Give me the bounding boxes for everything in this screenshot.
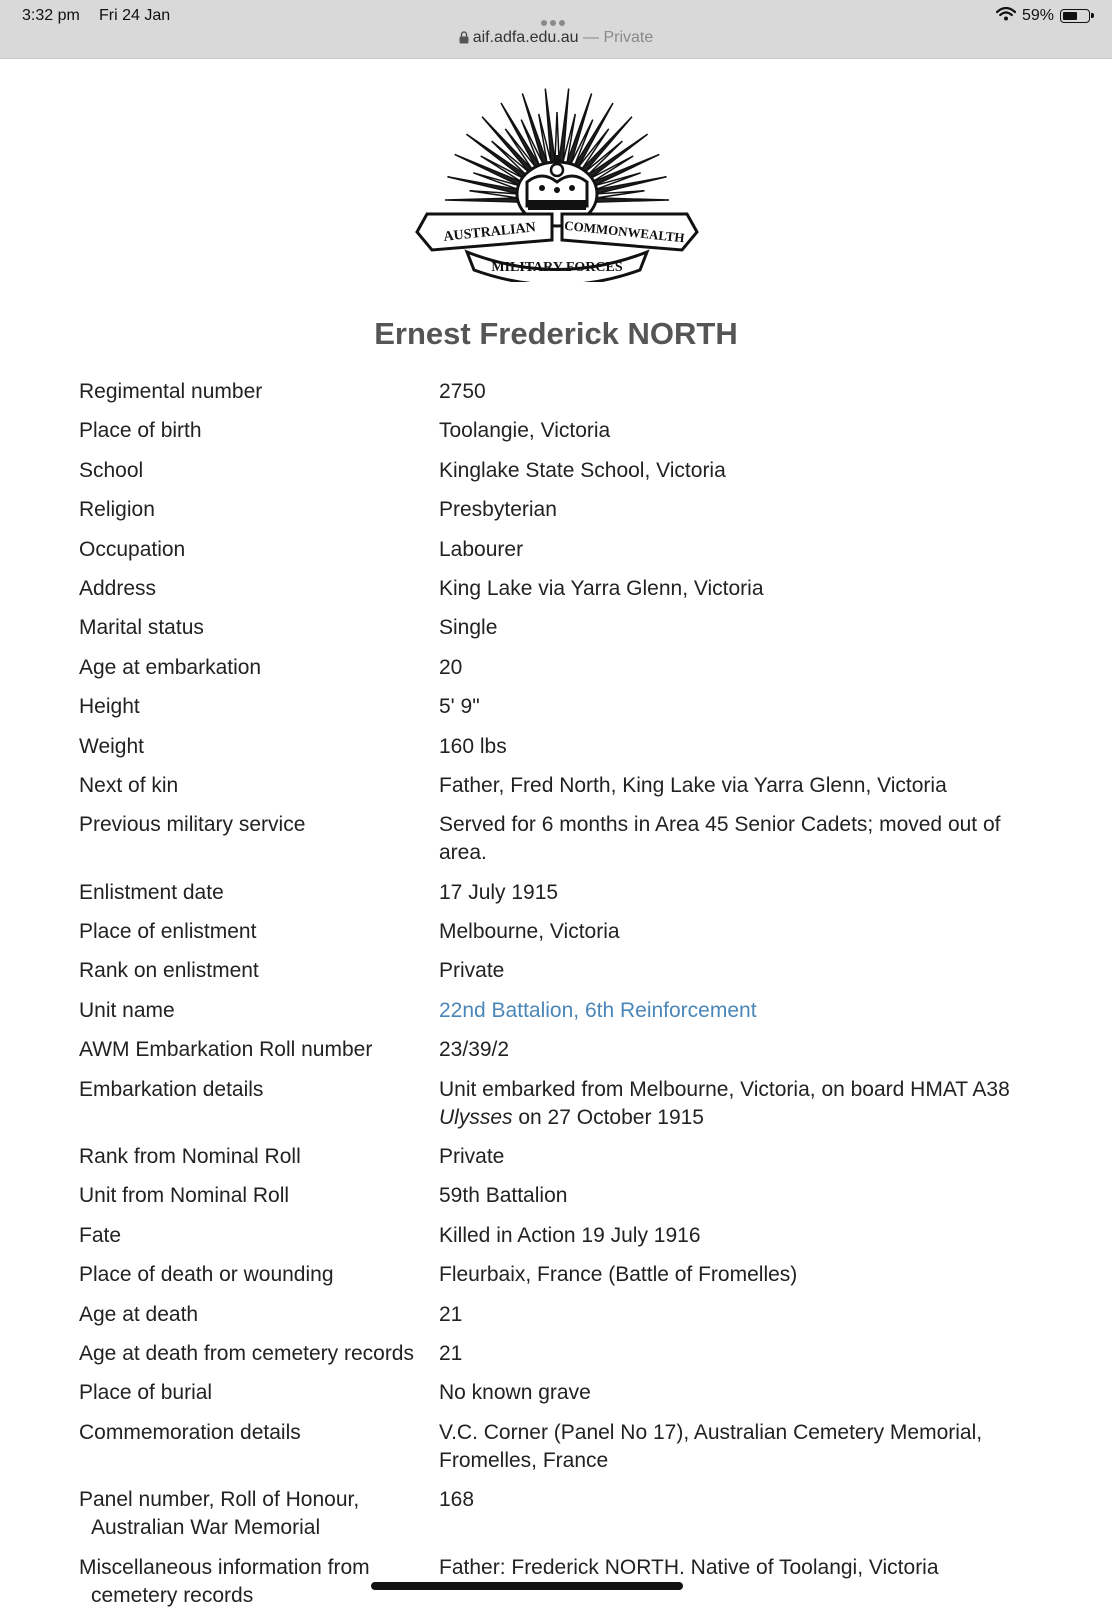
rising-sun-emblem [412,82,702,282]
record-value [439,1076,1039,1132]
record-label: Height [79,695,140,719]
record-value: Single [439,616,498,640]
record-row-place-of-death [79,1261,1039,1289]
status-date: Fri 24 Jan [99,7,171,24]
service-record-list [79,378,1039,1621]
record-label: Marital status [79,616,204,640]
embarkation-date-text: on 27 October 1915 [512,1105,704,1129]
wifi-icon [996,7,1016,26]
ship-name: Ulysses [439,1105,513,1129]
record-row-unit-name [79,997,1039,1025]
record-value: Private [439,959,505,983]
more-dots-icon[interactable] [541,13,571,19]
sun-ray [595,198,669,202]
record-value: Fleurbaix, France (Battle of Fromelles) [439,1263,798,1287]
record-row-place-of-birth [79,417,1039,445]
record-label: Place of burial [79,1381,213,1405]
status-right [996,6,1090,26]
emblem-text-bottom: MILITARY FORCES [491,260,623,275]
record-label: Address [79,576,157,600]
record-label: Unit name [79,998,175,1022]
record-row-rank-on-enlistment [79,957,1039,985]
record-label: Age at death [79,1302,199,1326]
address-bar[interactable] [0,29,1112,49]
record-row-awm-embarkation-roll-number [79,1036,1039,1064]
record-value: Labourer [439,537,524,561]
record-label: Enlistment date [79,880,224,904]
record-value: 17 July 1915 [439,880,559,904]
record-row-previous-military-service [79,811,1039,867]
record-label-line2: cemetery records [91,1583,254,1607]
embarkation-text: Unit embarked from Melbourne, Victoria, on board HMAT A38 [439,1077,1010,1101]
record-row-unit-from-nominal-roll [79,1182,1039,1210]
record-value: Father: Frederick NORTH. Native of Toolangi, Victoria [439,1555,939,1579]
record-row-enlistment-date [79,879,1039,907]
home-indicator[interactable] [371,1582,683,1590]
record-value: Private [439,1145,505,1169]
record-value: 21 [439,1341,463,1365]
record-row-fate [79,1222,1039,1250]
record-row-school [79,457,1039,485]
record-row-place-of-burial [79,1379,1039,1407]
record-label: Commemoration details [79,1420,301,1444]
record-value: Kinglake State School, Victoria [439,458,726,482]
record-row-height [79,693,1039,721]
record-row-place-of-enlistment [79,918,1039,946]
battery-icon [1060,9,1090,23]
record-value: 5' 9" [439,695,480,719]
record-row-embarkation-details [79,1076,1039,1132]
record-value: Father, Fred North, King Lake via Yarra Glenn, Victoria [439,773,947,797]
record-label: Religion [79,498,155,522]
record-row-panel-number [79,1486,1039,1542]
record-label: Age at death from cemetery records [79,1341,414,1365]
unit-name-link[interactable]: 22nd Battalion, 6th Reinforcement [439,998,757,1022]
record-row-marital-status [79,614,1039,642]
private-label: — Private [583,29,654,46]
record-value: 59th Battalion [439,1184,568,1208]
sun-ray [555,112,559,162]
battery-percent: 59% [1021,7,1054,24]
record-label: Occupation [79,537,186,561]
record-row-weight [79,733,1039,761]
record-value: 168 [439,1488,475,1512]
record-value: V.C. Corner (Panel No 17), Australian Cemetery Memorial, Fromelles, France [439,1420,983,1472]
emblem-text-right: COMMONWEALTH [563,217,686,246]
record-label: School [79,458,144,482]
record-label: Regimental number [79,380,263,403]
record-label: Place of enlistment [79,920,257,944]
record-label: Rank from Nominal Roll [79,1145,301,1169]
record-value: King Lake via Yarra Glenn, Victoria [439,576,764,600]
record-row-occupation [79,536,1039,564]
record-label: Previous military service [79,813,306,837]
record-value: 2750 [439,380,486,403]
record-label-line1: Miscellaneous information from [79,1555,370,1579]
record-label-line2: Australian War Memorial [91,1516,321,1540]
record-value: 20 [439,655,463,679]
record-value: No known grave [439,1381,591,1405]
record-label: Rank on enlistment [79,959,259,983]
record-label: Next of kin [79,773,179,797]
record-label-line1: Panel number, Roll of Honour, [79,1488,360,1512]
record-value: Served for 6 months in Area 45 Senior Cadets; moved out of area. [439,813,1001,865]
record-row-rank-from-nominal-roll [79,1143,1039,1171]
record-row-religion [79,496,1039,524]
record-row-age-at-death [79,1301,1039,1329]
status-time: 3:32 pm [22,7,80,24]
record-label [79,1486,439,1542]
record-label: Place of death or wounding [79,1263,334,1287]
record-value: 160 lbs [439,734,507,758]
status-bar [0,0,1112,59]
sun-ray [445,198,519,202]
record-row-age-at-death-cemetery [79,1340,1039,1368]
lock-icon [459,31,469,49]
record-row-address [79,575,1039,603]
record-label: Unit from Nominal Roll [79,1184,290,1208]
page-title: Ernest Frederick NORTH [374,316,738,351]
record-value: Toolangie, Victoria [439,419,611,443]
record-row-regimental-number [79,378,1039,406]
url-text: aif.adfa.edu.au [472,29,579,46]
record-row-next-of-kin [79,772,1039,800]
emblem-text-left: AUSTRALIAN [442,220,537,245]
record-value: Melbourne, Victoria [439,920,620,944]
record-row-commemoration-details [79,1419,1039,1475]
record-label: Fate [79,1223,122,1247]
record-value: 23/39/2 [439,1038,510,1062]
record-value: 21 [439,1302,463,1326]
record-label: Embarkation details [79,1077,264,1101]
record-label: Weight [79,734,144,758]
record-value: Killed in Action 19 July 1916 [439,1223,701,1247]
record-label: AWM Embarkation Roll number [79,1038,373,1062]
record-value: Presbyterian [439,498,557,522]
record-row-age-at-embarkation [79,654,1039,682]
record-label: Age at embarkation [79,655,262,679]
record-label: Place of birth [79,419,202,443]
